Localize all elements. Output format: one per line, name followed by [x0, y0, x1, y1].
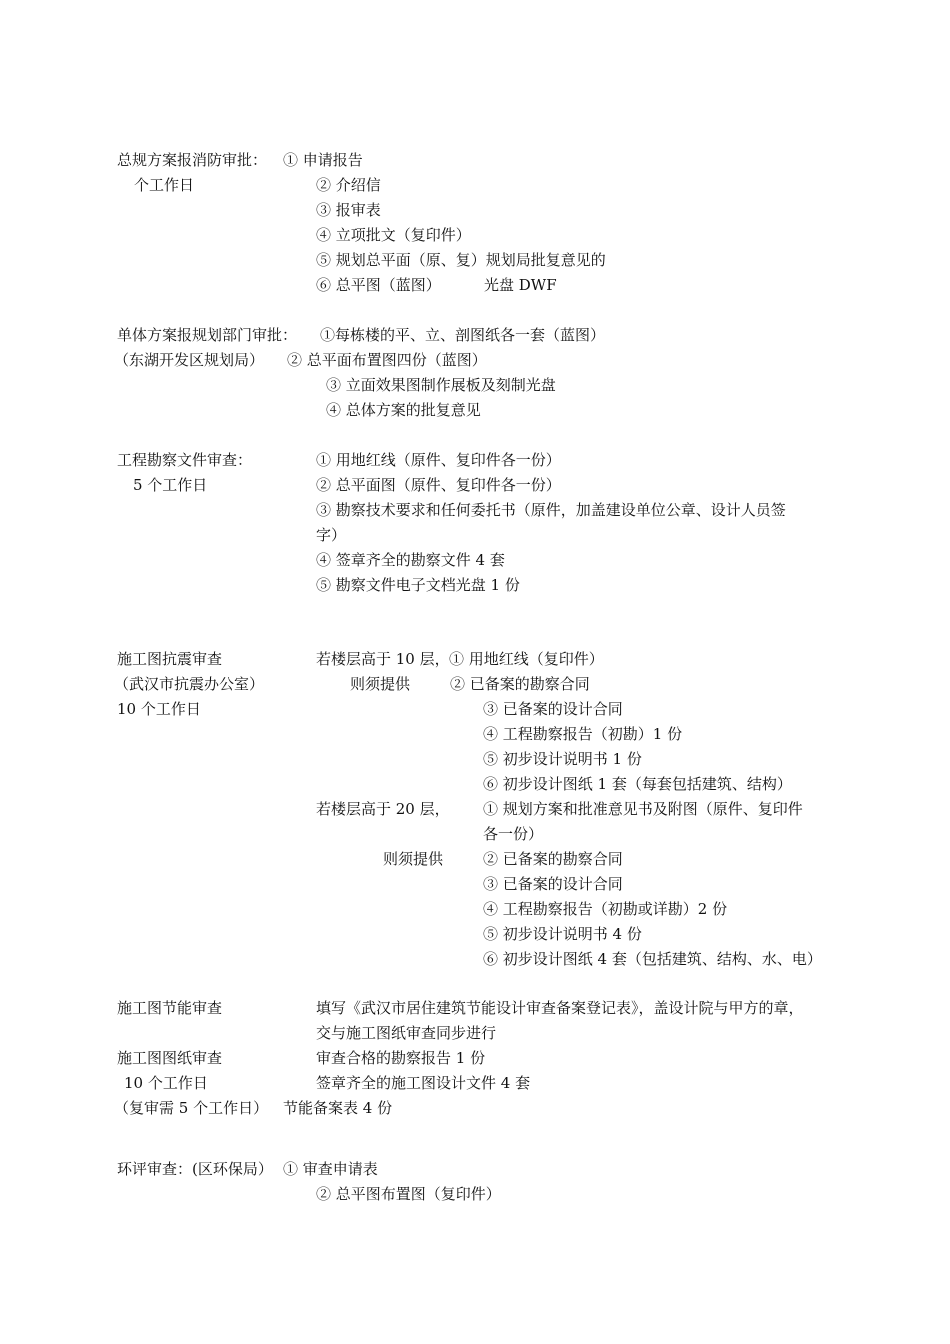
section4-item: ④ 工程勘察报告（初勘）1 份: [483, 725, 683, 743]
section7-item: ② 总平图布置图（复印件）: [316, 1185, 501, 1203]
section3-item: ⑤ 勘察文件电子文档光盘 1 份: [316, 576, 520, 594]
section4-item: ③ 已备案的设计合同: [483, 875, 623, 893]
section6-heading: 施工图图纸审查: [117, 1049, 223, 1067]
section3-item: ① 用地红线（原件、复印件各一份）: [316, 451, 561, 469]
section3-item: ④ 签章齐全的勘察文件 4 套: [316, 551, 505, 569]
section7-heading: 环评审查：(区环保局）: [117, 1160, 273, 1178]
section4-item: ⑤ 初步设计说明书 4 份: [483, 925, 642, 943]
section4-dept: （武汉市抗震办公室）: [114, 675, 265, 693]
section4-condition-10: 若楼层高于 10 层，: [316, 650, 450, 668]
section2-item: ③ 立面效果图制作展板及刻制光盘: [326, 376, 556, 394]
section4-item: 各一份）: [483, 825, 544, 843]
section4-must-10: 则须提供: [350, 675, 411, 693]
section1-item: ① 申请报告: [283, 151, 363, 169]
section6-days: 10 个工作日: [124, 1074, 208, 1092]
section7-item: ① 审查申请表: [283, 1160, 378, 1178]
section2-dept: （东湖开发区规划局）: [114, 351, 265, 369]
section2-item: ④ 总体方案的批复意见: [326, 401, 481, 419]
section1-item: ③ 报审表: [316, 201, 381, 219]
section3-item: ③ 勘察技术要求和任何委托书（原件，加盖建设单位公章、设计人员签: [316, 501, 786, 519]
section5-text: 交与施工图纸审查同步进行: [316, 1024, 497, 1042]
section3-days: 5 个工作日: [133, 476, 208, 494]
section4-item: ① 规划方案和批准意见书及附图（原件、复印件: [483, 800, 803, 818]
section6-review: （复审需 5 个工作日）: [114, 1099, 269, 1117]
section6-item: 签章齐全的施工图设计文件 4 套: [316, 1074, 531, 1092]
section4-item: ② 已备案的勘察合同: [483, 850, 623, 868]
section6-item: 审查合格的勘察报告 1 份: [316, 1049, 486, 1067]
section4-item: ③ 已备案的设计合同: [483, 700, 623, 718]
section1-heading: 总规方案报消防审批：: [117, 151, 268, 169]
section4-item: ② 已备案的勘察合同: [450, 675, 590, 693]
section5-text: 填写《武汉市居住建筑节能设计审查备案登记表》，盖设计院与甲方的章，: [316, 999, 804, 1017]
section4-item: ⑥ 初步设计图纸 1 套（每套包括建筑、结构）: [483, 775, 792, 793]
section4-item: ⑤ 初步设计说明书 1 份: [483, 750, 642, 768]
section2-heading: 单体方案报规划部门审批：: [117, 326, 298, 344]
section4-item: ① 用地红线（复印件）: [449, 650, 604, 668]
section3-heading: 工程勘察文件审查：: [117, 451, 253, 469]
section4-condition-20: 若楼层高于 20 层，: [316, 800, 450, 818]
section1-item: ② 介绍信: [316, 176, 381, 194]
section1-days: 个工作日: [134, 176, 195, 194]
section4-must-20: 则须提供: [383, 850, 444, 868]
section5-heading: 施工图节能审查: [117, 999, 223, 1017]
section2-item: ② 总平面布置图四份（蓝图）: [287, 351, 487, 369]
section2-item: ①每栋楼的平、立、剖图纸各一套（蓝图）: [320, 326, 606, 344]
section4-heading: 施工图抗震审查: [117, 650, 223, 668]
section3-item: 字）: [316, 526, 347, 544]
section3-item: ② 总平面图（原件、复印件各一份）: [316, 476, 561, 494]
section1-item: ④ 立项批文（复印件）: [316, 226, 471, 244]
section4-item: ⑥ 初步设计图纸 4 套（包括建筑、结构、水、电）: [483, 950, 822, 968]
section6-item: 节能备案表 4 份: [283, 1099, 393, 1117]
section1-item: 光盘 DWF: [484, 276, 557, 294]
section1-item: ⑤ 规划总平面（原、复）规划局批复意见的: [316, 251, 606, 269]
section1-item: ⑥ 总平图（蓝图）: [316, 276, 441, 294]
section4-days: 10 个工作日: [117, 700, 201, 718]
section4-item: ④ 工程勘察报告（初勘或详勘）2 份: [483, 900, 728, 918]
